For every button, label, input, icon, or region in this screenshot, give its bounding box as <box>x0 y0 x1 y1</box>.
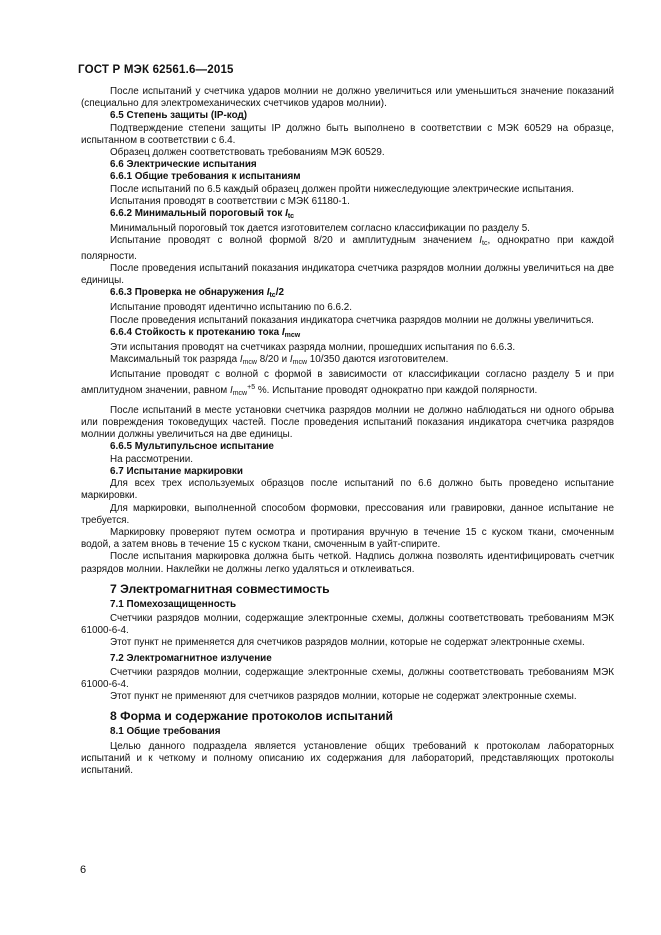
current-symbol: I <box>289 354 293 366</box>
current-subscript: tc <box>269 292 276 300</box>
paragraph: Минимальный пороговый ток дается изготовителем согласно классификации по разделу 5. <box>110 223 530 235</box>
paragraph: После испытаний у счетчика ударов молнии не должно увеличиться или уменьшиться значение показаний (специально для электромеханических счетчиков ударов молнии). <box>81 86 614 110</box>
subsection-heading: 6.6.1 Общие требования к испытаниям <box>110 171 301 183</box>
paragraph: Для маркировки, выполненной способом формовки, прессования или гравировки, данное испытание не требуется. <box>81 502 614 526</box>
paragraph: Целью данного подраздела является установление общих требований к протоколам лабораторных испытаний и к четкому и полному описанию их содержания для лабораторий, представляющих протоколы испытаний. <box>81 740 614 776</box>
text-run: Испытание проводят с волной с формой в зависимости от классификации согласно разделу 5 и при амплитудном значении, равном <box>81 369 614 396</box>
heading-tail: /2 <box>275 287 284 299</box>
document-body <box>81 86 614 777</box>
paragraph: Для всех трех используемых образцов после испытаний по 6.6 должно быть проведено испытание маркировки. <box>81 478 614 502</box>
current-symbol: I <box>229 384 233 396</box>
current-symbol: I <box>266 287 270 299</box>
current-symbol: I <box>239 354 243 366</box>
section-heading: 8.1 Общие требования <box>110 726 221 738</box>
paragraph <box>81 369 614 399</box>
text-run: 8/20 и <box>256 354 290 366</box>
text-run: , однократно при каждой полярности. <box>81 235 614 262</box>
heading-text: 6.6.2 Минимальный пороговый ток <box>110 208 286 220</box>
paragraph <box>81 354 614 369</box>
current-subscript: tc <box>287 213 295 221</box>
section-heading: 6.5 Степень защиты (IP-код) <box>110 110 248 122</box>
paragraph: После испытаний по 6.5 каждый образец должен пройти нижеследующие электрические испытания. <box>110 183 574 195</box>
paragraph: Маркировку проверяют путем осмотра и протирания вручную в течение 15 с куском ткани, смоченным водой, а затем вновь в течение 15 с куском ткани, смоченным в уайт-спирите. <box>81 526 614 551</box>
current-subscript: mcw <box>232 389 248 397</box>
section-heading: 7.2 Электромагнитное излучение <box>110 652 272 664</box>
page-number: 6 <box>80 864 87 876</box>
paragraph: Этот пункт не применяют для счетчиков разрядов молнии, которые не содержат электронные схемы. <box>110 691 577 703</box>
paragraph: Испытания проводят в соответствии с МЭК 61180-1. <box>110 195 350 207</box>
heading-text: 6.6.4 Стойкость к протеканию тока <box>110 326 282 338</box>
heading-text: 6.6.3 Проверка не обнаружения <box>110 287 267 299</box>
current-subscript: mcw <box>242 359 257 367</box>
tolerance-superscript: +5 <box>247 383 256 391</box>
text-run: Максимальный ток разряда <box>110 354 240 366</box>
current-subscript: tc <box>482 240 488 248</box>
paragraph: Испытание проводят идентично испытанию по 6.6.2. <box>110 302 353 314</box>
subsection-heading <box>81 327 614 342</box>
current-symbol: I <box>285 208 288 220</box>
paragraph: Счетчики разрядов молнии, содержащие электронные схемы, должны соответствовать требованиям МЭК 61000-6-4. <box>81 666 614 690</box>
text-run: Испытание проводят с волной формой 8/20 и амплитудным значением <box>110 235 480 247</box>
paragraph: Подтверждение степени защиты IP должно быть выполнено в соответствии с МЭК 60529 на образце, испытанном в соответствии с 6.4. <box>81 122 614 146</box>
current-subscript: mcw <box>284 331 301 339</box>
document-header: ГОСТ Р МЭК 62561.6—2015 <box>78 64 234 76</box>
subsection-heading: 6.6.5 Мультипульсное испытание <box>110 441 274 453</box>
chapter-heading: 8 Форма и содержание протоколов испытаний <box>110 709 393 724</box>
subsection-heading <box>81 287 614 302</box>
paragraph: После проведения испытаний показания индикатора счетчика разрядов молнии не должны увеличиться. <box>110 314 594 326</box>
current-symbol: I <box>281 326 285 338</box>
paragraph: После испытаний в месте установки счетчика разрядов молнии не должно наблюдаться ни одного обрыва или повреждения токоведущих частей. После проведения испытаний показания индикатора счетчика разрядов молнии должны увеличиться на две единицы. <box>81 404 614 441</box>
paragraph: Эти испытания проводят на счетчиках разряда молнии, прошедших испытания по 6.6.3. <box>110 342 516 354</box>
section-heading: 7.1 Помехозащищенность <box>110 598 237 610</box>
paragraph: Этот пункт не применяется для счетчиков разрядов молнии, которые не содержат электронные схемы. <box>110 637 585 649</box>
section-heading: 6.7 Испытание маркировки <box>110 465 243 477</box>
current-symbol: I <box>479 235 483 247</box>
text-run: %. Испытание проводят однократно при каждой полярности. <box>255 384 538 396</box>
subsection-heading <box>81 208 614 223</box>
paragraph: На рассмотрении. <box>110 453 194 465</box>
paragraph: После проведения испытаний показания индикатора счетчика разрядов молнии должны увеличиться на две единицы. <box>81 262 614 287</box>
paragraph <box>81 235 614 262</box>
section-heading: 6.6 Электрические испытания <box>110 159 257 171</box>
paragraph: Образец должен соответствовать требованиям МЭК 60529. <box>110 147 385 159</box>
chapter-heading: 7 Электромагнитная совместимость <box>110 581 330 596</box>
paragraph: Счетчики разрядов молнии, содержащие электронные схемы, должны соответствовать требованиям МЭК 61000-6-4. <box>81 612 614 637</box>
text-run: 10/350 даются изготовителем. <box>307 354 449 366</box>
paragraph: После испытания маркировка должна быть четкой. Надпись должна позволять идентифицировать счетчик разрядов молнии. Наклейки не должны легко удаляться и отклеиваться. <box>81 551 614 575</box>
current-subscript: mcw <box>292 359 308 367</box>
